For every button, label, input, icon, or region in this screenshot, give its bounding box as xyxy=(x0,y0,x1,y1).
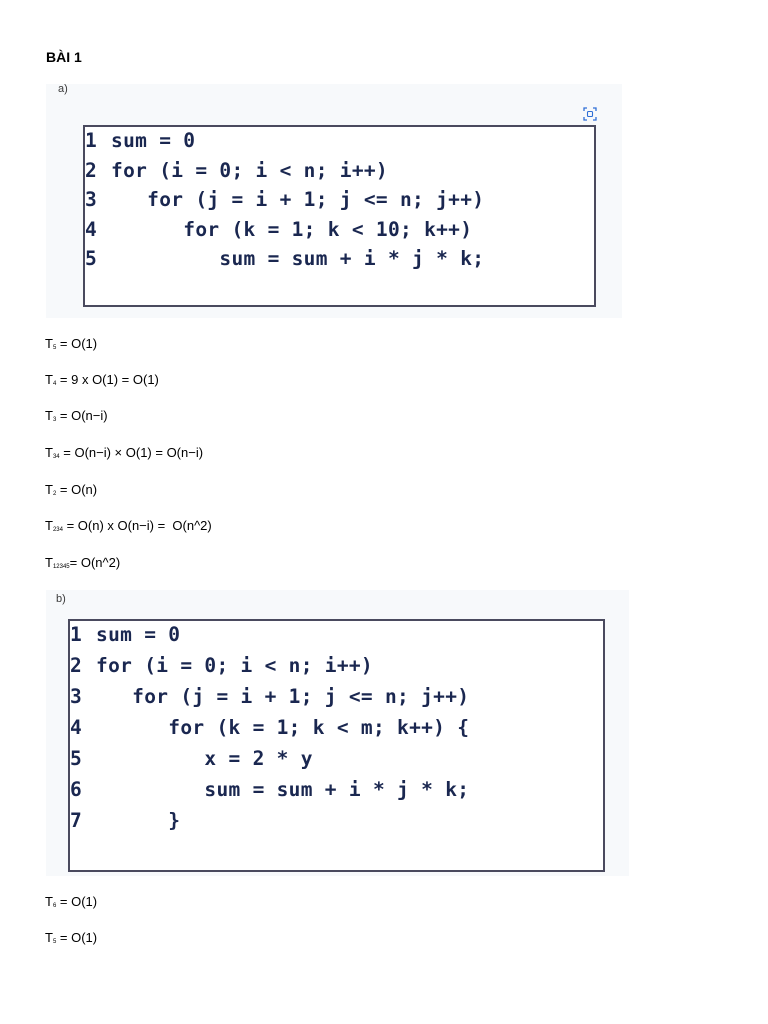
equation: $T_4 = 9$ x O(1) = O(1) xyxy=(45,372,159,387)
figure-label-b: b) xyxy=(56,593,66,605)
code-line: 1 sum = 0 xyxy=(85,129,196,152)
code-line: 2 for (i = 0; i < n; i++) xyxy=(70,654,373,677)
equation: $T_2 = O(n)$ xyxy=(45,482,98,497)
code-line: 5 x = 2 * y xyxy=(70,747,313,770)
equation: $T_{34} = O(n-i) \times O(1) = O(n-i)$ xyxy=(45,445,204,460)
equation: $T_{234} = O(n)$ x O(n−i) = O(n^2) xyxy=(45,518,212,533)
code-line: 3 for (j = i + 1; j <= n; j++) xyxy=(85,188,485,211)
code-block-b xyxy=(68,619,605,872)
code-line: 5 sum = sum + i * j * k; xyxy=(85,247,485,270)
code-block-a xyxy=(83,125,596,307)
code-line: 4 for (k = 1; k < 10; k++) xyxy=(85,218,473,241)
code-figure-b xyxy=(46,590,629,876)
code-figure-a xyxy=(46,84,622,318)
equation: $T_3 = O(n-i)$ xyxy=(45,408,108,423)
code-line: 3 for (j = i + 1; j <= n; j++) xyxy=(70,685,470,708)
equation: $T_6 = O(1)$ xyxy=(45,894,98,909)
code-line: 4 for (k = 1; k < m; k++) { xyxy=(70,716,470,739)
scan-text-icon[interactable] xyxy=(582,106,598,122)
figure-label-a: a) xyxy=(58,83,68,95)
equation: $T_5 = O(1)$ xyxy=(45,930,98,945)
code-line: 2 for (i = 0; i < n; i++) xyxy=(85,159,388,182)
code-line: 1 sum = 0 xyxy=(70,623,181,646)
equation: $T_5 = O(1)$ xyxy=(45,336,98,351)
code-line: 6 sum = sum + i * j * k; xyxy=(70,778,470,801)
page-heading: BÀI 1 xyxy=(46,49,82,65)
equation: $T_{12345}=$ O(n^2) xyxy=(45,555,121,570)
code-line: 7 } xyxy=(70,809,181,832)
